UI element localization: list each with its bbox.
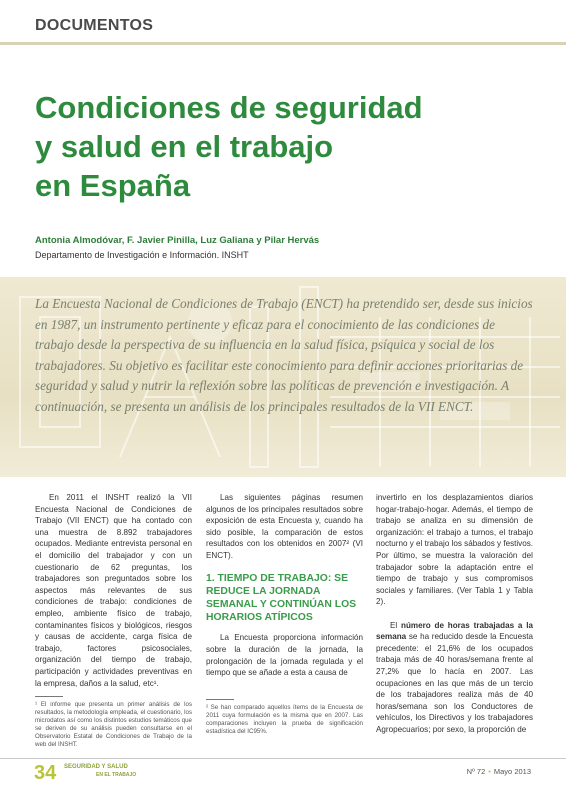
issue-number: Nº 72 [466, 767, 486, 776]
column-3 [376, 492, 533, 735]
affiliation: Departamento de Investigación e Información. INSHT [35, 250, 249, 260]
paragraph [376, 620, 533, 736]
title-line: y salud en el trabajo [35, 129, 334, 164]
separator-dot: • [488, 767, 491, 776]
title-line: Condiciones de seguridad [35, 90, 423, 125]
issue-date: Mayo 2013 [493, 767, 531, 776]
section-label: DOCUMENTOS [35, 17, 154, 34]
section-heading: 1. TIEMPO DE TRABAJO: SE REDUCE LA JORNADA SEMANAL Y CONTINÚAN LOS HORARIOS ATÍPICOS [206, 572, 357, 624]
footnote-divider [35, 696, 63, 697]
magazine-logo-line2: EN EL TRABAJO [96, 772, 137, 778]
highlighted-text: número de horas trabajadas a la semana [376, 620, 533, 642]
paragraph-lead: El [390, 620, 402, 630]
issue-info [467, 767, 531, 776]
page-footer [0, 758, 566, 794]
title-line: en España [35, 168, 191, 203]
magazine-logo-line1: SEGURIDAD Y SALUD [64, 764, 128, 770]
paragraph: Las siguientes páginas resumen algunos de los principales resultados sobre exposición de esta Encuesta y, cuando ha sido posible, la comparación de estos resultados con los obtenidos en 2007² (VI ENCT). [206, 493, 363, 560]
section-header [0, 8, 566, 45]
column-2 [206, 492, 363, 736]
paragraph: En 2011 el INSHT realizó la VII Encuesta Nacional de Condiciones de Trabajo (VII ENCT) que ha contado con una muestra de 8.892 trabajadores ocupados. Mediante entrevista personal en el domicilio del trabajador y con un cuestionario de 62 preguntas, los trabajadores son preguntados sobre los aspectos más relevantes de sus condiciones de trabajo: condiciones de empleo, ambiente físico de trabajo, contaminantes físicos y biológicos, riesgos y causas de accidente, carga física de trabajo, factores psicosociales, organización del tiempo de trabajo, participación y actividades preventivas en la empresa, daños a la salud, etc¹. [35, 493, 192, 688]
column-1 [35, 492, 192, 749]
paragraph: invertirlo en los desplazamientos diarios hogar-trabajo-hogar. Además, el tiempo de trabajo se analiza en su dimensión de organización: el trabajo a turnos, el trabajo nocturno y el trabajo los sábados y festivos. Por último, se muestra la valoración del trabajador sobre la adaptación entre el tiempo de trabajo y sus compromisos sociales y familiares. (Ver Tabla 1 y Tabla 2). [376, 493, 534, 607]
footnote-divider [206, 699, 234, 700]
paragraph: La Encuesta proporciona información sobre la duración de la jornada, la prolongación de la jornada regulada y el tiempo que se añade a esta a causa de [206, 633, 363, 678]
article-title [35, 88, 535, 205]
footnote: ² Se han comparado aquellos ítems de la Encuesta de 2011 cuya formulación es la misma que en 2007. Las comparaciones incluyen la prueba de significación estadística del IC95%. [206, 703, 363, 735]
page-number: 34 [34, 762, 57, 784]
paragraph-text: se ha reducido desde la Encuesta precedente: el 21,6% de los ocupados trabaja más de 40 horas/semana frente al 27,2% que lo hacía en 2007. Las ocupaciones en las que más de un tercio de los trabajadores realiza más de 40 horas/semana son los Conductores de vehículos, los Directivos y los trabajadores Agropecuarios; por sexo, la proporción de [376, 632, 533, 734]
abstract: La Encuesta Nacional de Condiciones de Trabajo (ENCT) ha pretendido ser, desde sus inicios en 1987, un instrumento pertinente y eficaz para el conocimiento de las condiciones de trabajo desde la perspectiva de su influencia en la salud física, psíquica y social de los trabajadores. Su objetivo es facilitar este conocimiento para definir acciones prioritarias de seguridad y salud y nutrir la reflexión sobre las políticas de prevención e investigación. A continuación, se presenta un análisis de los principales resultados de la VII ENCT. [35, 296, 533, 414]
footnote: ¹ El informe que presenta un primer análisis de los resultados, la metodología empleada, el cuestionario, los microdatos así como los distintos estudios temáticos que se deriven de su análisis pueden consultarse en el Observatorio Estatal de Condiciones de Trabajo de la web del INSHT. [35, 701, 192, 749]
authors: Antonia Almodóvar, F. Javier Pinilla, Luz Galiana y Pilar Hervás [35, 235, 320, 246]
